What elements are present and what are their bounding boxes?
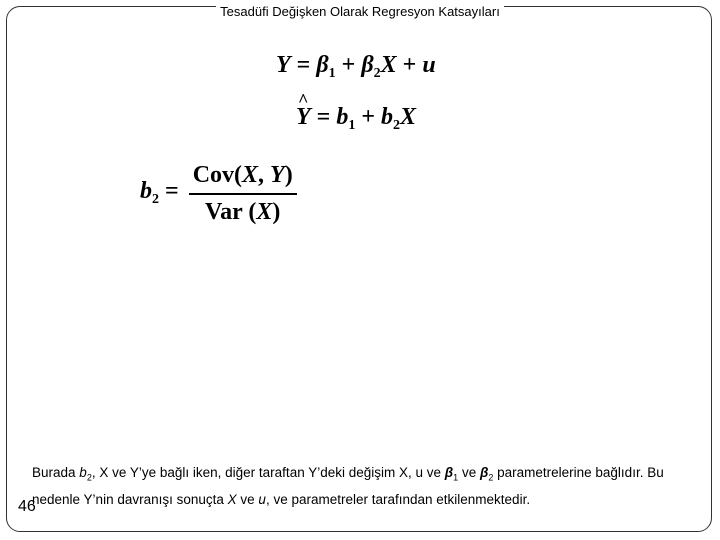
explanation-paragraph: Burada $b_2$, X ve Y’ye bağlı iken, diğer taraftan Y’deki değişim X, u ve $\beta_1$ ve $\beta_2$ parametrelerine bağlıdır. Bu nedenle Y’nin davranışı sonuçta X ve u, ve parametreler tarafından etkilenmektedir.	[32, 465, 664, 507]
slide-title: Tesadüfi Değişken Olarak Regresyon Katsayıları	[0, 4, 720, 19]
slide-frame	[6, 6, 712, 532]
page-number: 46	[18, 498, 36, 515]
population-regression-equation: $Y = \beta_1 + \beta_2X + u$	[276, 52, 436, 81]
fitted-regression-equation: ^ $Y = b_1 + b_2X$	[296, 104, 416, 134]
slope-estimator-formula: $b_2$ = $\frac{\text{Cov(X, Y)}}{\text{Var (X)}}$	[140, 160, 297, 226]
